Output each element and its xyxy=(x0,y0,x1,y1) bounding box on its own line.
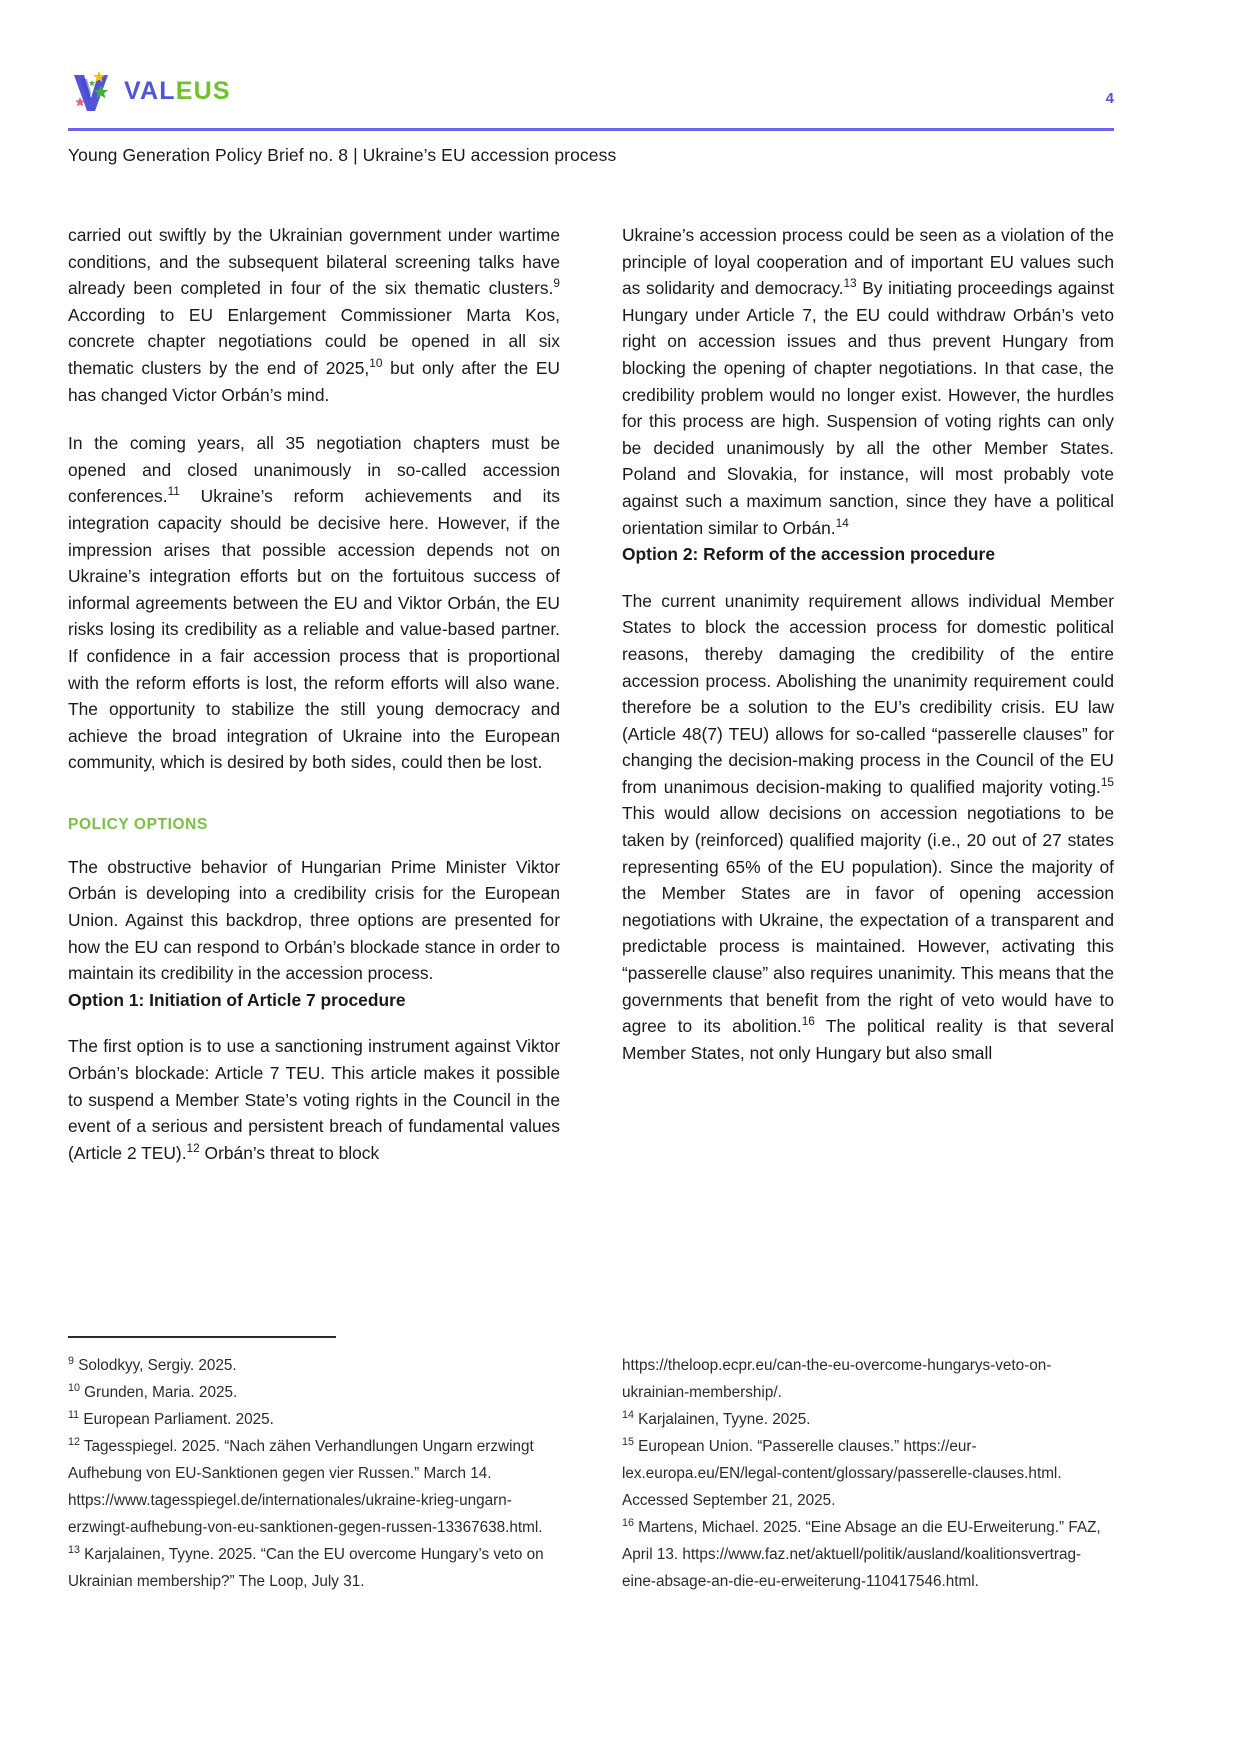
footnote-item: $^{13}$ Karjalainen, Tyyne. 2025. “Can the EU overcome Hungary’s veto on Ukrainian membership?” The Loop, July 31. xyxy=(68,1543,544,1590)
footnote-item: $^9$ Solodkyy, Sergiy. 2025. xyxy=(68,1354,237,1374)
valeus-v-logo-icon xyxy=(68,68,114,114)
source-link[interactable]: https://www.tagesspiegel.de/internationales/ukraine-krieg-ungarn-erzwingt-aufhebung-von-eu-sanktionen-gegen-russen-13367638.html xyxy=(68,1491,539,1536)
body-paragraph: Ukraine’s accession process could be seen as a violation of the principle of loyal cooperation and of important EU values such as solidarity and democracy.$^{13}$ By initiating proceedings against Hungary under Article 7, the EU could withdraw Orbán’s veto right on accession issues and thus prevent Hungary from blocking the opening of chapter negotiations. In that case, the credibility problem would no longer exist. However, the hurdles for this process are high. Suspension of voting rights can only be decided unanimously by all the other Member States. Poland and Slovakia, for instance, will most probably vote against such a maximum sanction, since they have a political orientation similar to Orbán.$^{14}$ xyxy=(622,225,1114,538)
footnote-reference[interactable]: 16 xyxy=(801,1014,815,1029)
footnote-reference[interactable]: 15 xyxy=(1100,775,1114,790)
right-paragraphs xyxy=(622,222,1114,541)
left-paragraphs-after-option xyxy=(68,1033,560,1166)
option-2-heading: Option 2: Reform of the accession procedure xyxy=(622,544,995,565)
body-paragraph: The first option is to use a sanctioning instrument against Viktor Orbán’s blockade: Article 7 TEU. This article makes it possible to suspend a Member State’s voting rights in the Council in the event of a serious and persistent breach of fundamental values (Article 2 TEU).$^{12}$ Orbán’s threat to block xyxy=(68,1036,560,1163)
footnote-reference[interactable]: 16 xyxy=(622,1516,634,1529)
footnote-item: $^{16}$ Martens, Michael. 2025. “Eine Absage an die EU-Erweiterung.” FAZ, April 13. https://www.faz.net/aktuell/politik/ausland/koalitionsvertrag-eine-absage-an-die-eu-erweiterung-110417546.html. xyxy=(622,1516,1101,1590)
footnote-reference[interactable]: 14 xyxy=(622,1408,634,1421)
footnote-reference[interactable]: 10 xyxy=(369,356,383,371)
footnote-reference[interactable]: 11 xyxy=(167,484,180,499)
footnote-reference[interactable]: 15 xyxy=(622,1435,634,1448)
right-column xyxy=(622,222,1114,1166)
footnotes-right-column xyxy=(622,1336,1114,1595)
body-paragraph: The obstructive behavior of Hungarian Prime Minister Viktor Orbán is developing into a credibility crisis for the European Union. Against this backdrop, three options are presented for how the EU can respond to Orbán’s blockade stance in order to maintain its credibility in the accession process. xyxy=(68,856,560,984)
document-subtitle: Young Generation Policy Brief no. 8 | Ukraine’s EU accession process xyxy=(68,145,617,165)
body-columns xyxy=(68,222,1114,1166)
body-paragraph: The current unanimity requirement allows individual Member States to block the accession process for domestic political reasons, thereby damaging the credibility of the entire accession process. Abolishing the unanimity requirement could therefore be a solution to the EU’s credibility crisis. EU law (Article 48(7) TEU) allows for so-called “passerelle clauses” for changing the decision-making process in the Council of the EU from unanimous decision-making to qualified majority voting.$^{15}$ This would allow decisions on accession negotiations to be taken by (reinforced) qualified majority (i.e., 20 out of 27 states representing 65% of the EU population). Since the majority of the Member States are in favor of opening accession negotiations with Ukraine, the expectation of a transparent and predictable process is maintained. However, activating this “passerelle clause” also requires unanimity. This means that the governments that benefit from the right of veto would have to agree to its abolition.$^{16}$ The political reality is that several Member States, not only Hungary but also small xyxy=(622,590,1115,1063)
footnote-item: $^{15}$ European Union. “Passerelle clauses.” https://eur-lex.europa.eu/EN/legal-content/glossary/passerelle-clauses.html. Accessed September 21, 2025. xyxy=(622,1435,1062,1509)
footnote-right-spacer xyxy=(622,1336,1114,1352)
footnote-reference[interactable]: 12 xyxy=(68,1435,80,1448)
right-paragraphs-after-option xyxy=(622,588,1114,1067)
valeus-wordmark xyxy=(124,76,231,105)
left-column xyxy=(68,222,560,1166)
valeus-logo xyxy=(68,62,231,120)
footnote-reference[interactable]: 13 xyxy=(843,276,857,291)
footnotes-area xyxy=(68,1336,1114,1595)
footnote-reference[interactable]: 11 xyxy=(68,1408,80,1421)
source-link[interactable]: https://eur-lex.europa.eu/EN/legal-content/glossary/passerelle-clauses.html xyxy=(622,1437,1058,1482)
left-paragraphs-after-heading xyxy=(68,854,560,987)
source-link[interactable]: https://www.faz.net/aktuell/politik/ausland/koalitionsvertrag-eine-absage-an-die-eu-erweiterung-110417546.html xyxy=(622,1545,1082,1590)
footnote-item: https://theloop.ecpr.eu/can-the-eu-overcome-hungarys-veto-on-ukrainian-membership/. xyxy=(622,1356,1052,1401)
footnote-item: $^{10}$ Grunden, Maria. 2025. xyxy=(68,1381,238,1401)
footnote-reference[interactable]: 12 xyxy=(186,1141,200,1156)
logo-text-val: VAL xyxy=(124,76,176,105)
footnote-reference[interactable]: 10 xyxy=(68,1381,80,1394)
footnote-item: $^{11}$ European Parliament. 2025. xyxy=(68,1408,274,1428)
body-paragraph: In the coming years, all 35 negotiation chapters must be opened and closed unanimously in so-called accession conferences.$^{11}$ Ukraine’s reform achievements and its integration capacity should be decisive here. However, if the impression arises that possible accession depends not on Ukraine’s integration efforts but on the fortuitous success of informal agreements between the EU and Viktor Orbán, the EU risks losing its credibility as a reliable and value-based partner. If confidence in a fair accession process that is proportional with the reform efforts is lost, the reform efforts will also wane. The opportunity to stabilize the still young democracy and achieve the broad integration of Ukraine into the European community, which is desired by both sides, could then be lost. xyxy=(68,433,560,773)
footnote-item: $^{14}$ Karjalainen, Tyyne. 2025. xyxy=(622,1408,811,1428)
footnotes-left-column xyxy=(68,1336,560,1595)
option-1-heading: Option 1: Initiation of Article 7 procedure xyxy=(68,989,406,1010)
footnote-reference[interactable]: 14 xyxy=(835,515,849,530)
footnote-list-left xyxy=(68,1352,560,1595)
body-paragraph: carried out swiftly by the Ukrainian government under wartime conditions, and the subsequent bilateral screening talks have already been completed in four of the six thematic clusters.$^9$ According to EU Enlargement Commissioner Marta Kos, concrete chapter negotiations could be opened in all six thematic clusters by the end of 2025,10 but only after the EU has changed Victor Orbán’s mind. xyxy=(68,225,560,405)
footnote-list-right xyxy=(622,1352,1114,1595)
source-link[interactable]: https://theloop.ecpr.eu/can-the-eu-overcome-hungarys-veto-on-ukrainian-membership/ xyxy=(622,1356,1052,1401)
footnote-reference[interactable]: 9 xyxy=(68,1354,74,1367)
logo-text-eus: EUS xyxy=(175,76,231,105)
footnote-reference[interactable]: 13 xyxy=(68,1543,80,1556)
footnote-item: $^{12}$ Tagesspiegel. 2025. “Nach zähen Verhandlungen Ungarn erzwingt Aufhebung von EU-Sanktionen gegen vier Russen.” March 14. https://www.tagesspiegel.de/internationales/ukraine-krieg-ungarn-erzwingt-aufhebung-von-eu-sanktionen-gegen-russen-13367638.html. xyxy=(68,1435,543,1536)
policy-options-heading: POLICY OPTIONS xyxy=(68,815,208,833)
page-number: 4 xyxy=(1105,90,1114,107)
left-paragraphs xyxy=(68,222,560,776)
footnote-reference[interactable]: 9 xyxy=(553,276,560,291)
header-divider xyxy=(68,128,1114,131)
footnote-separator-rule xyxy=(68,1336,336,1338)
